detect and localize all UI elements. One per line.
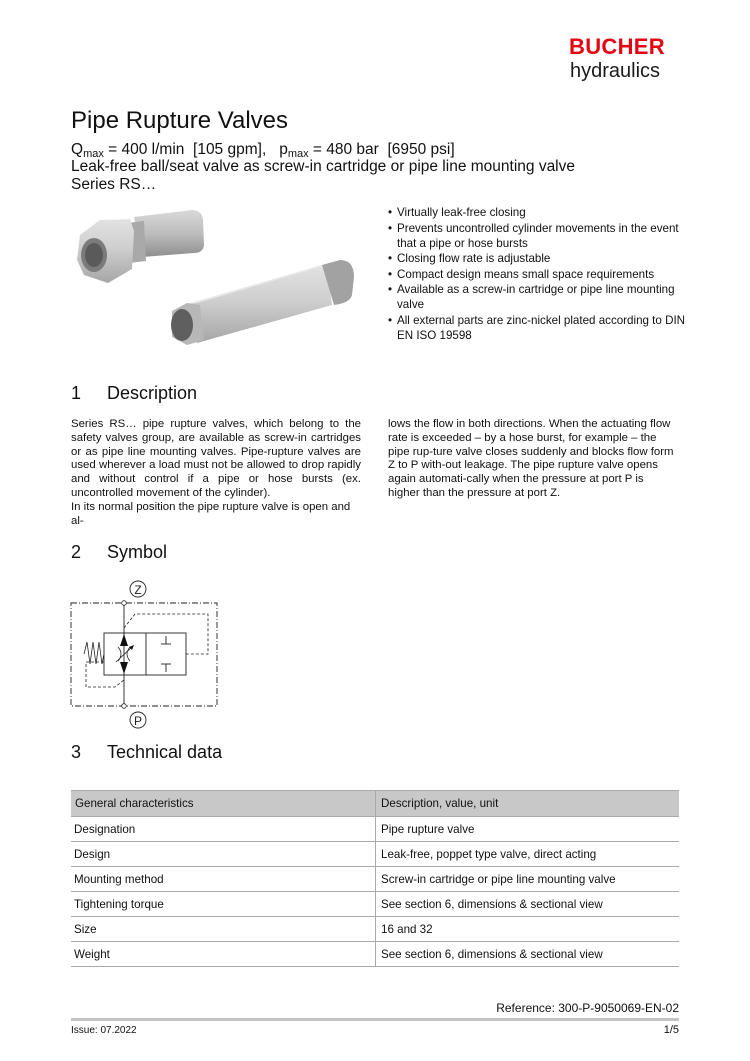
- q-sub: max: [83, 148, 104, 160]
- description-left-column: [71, 418, 361, 528]
- cell-characteristic: Mounting method: [71, 867, 376, 892]
- cartridge-valve-icon: [77, 210, 204, 283]
- cell-value: 16 and 32: [376, 917, 680, 942]
- hydraulic-symbol: [66, 578, 226, 733]
- page-number: 1/5: [663, 1024, 679, 1036]
- feature-item: • Prevents uncontrolled cylinder movements in the event that a pipe or hose bursts: [388, 221, 688, 251]
- section-number: 2: [71, 542, 82, 562]
- subtitle-series: Series RS…: [71, 176, 157, 193]
- page-title: Pipe Rupture Valves: [71, 107, 289, 134]
- technical-data-table: [71, 790, 679, 967]
- footer-divider: [71, 1018, 679, 1021]
- product-image: [72, 205, 362, 345]
- description-right-column: [388, 418, 678, 501]
- logo-brand: BUCHER: [569, 34, 665, 59]
- cell-value: Leak-free, poppet type valve, direct acting: [376, 842, 680, 867]
- table-row: [71, 892, 679, 917]
- q-value: = 400 l/min [105 gpm],: [103, 141, 280, 158]
- logo-subtitle: hydraulics: [570, 60, 661, 82]
- section-heading-technical-data: Technical data: [107, 742, 223, 762]
- subtitle-description: Leak-free ball/seat valve as screw-in cartridge or pipe line mounting valve: [71, 158, 575, 175]
- cell-value: See section 6, dimensions & sectional view: [376, 942, 680, 967]
- cell-characteristic: Weight: [71, 942, 376, 967]
- description-paragraph: lows the flow in both directions. When the actuating flow rate is exceeded – by a hose burst, for example – the pipe rup-ture valve closes suddenly and blocks flow form Z to P with-out leakage. The pipe rupture valve opens again automati-cally when the pressure at port P is higher than the pressure at port Z.: [388, 418, 674, 499]
- document-reference: Reference: 300-P-9050069-EN-02: [496, 1001, 679, 1015]
- feature-item: • All external parts are zinc-nickel plated according to DIN EN ISO 19598: [388, 313, 688, 343]
- port-z-label: Z: [134, 583, 142, 597]
- p-value: = 480 bar [6950 psi]: [308, 141, 455, 158]
- column-header: Description, value, unit: [376, 791, 680, 817]
- inline-valve-icon: [171, 260, 354, 345]
- cell-characteristic: Tightening torque: [71, 892, 376, 917]
- column-header: General characteristics: [71, 791, 376, 817]
- table-header-row: [71, 791, 679, 817]
- feature-item: • Compact design means small space requirements: [388, 267, 688, 282]
- section-number: 3: [71, 742, 82, 762]
- port-p-label: P: [133, 714, 143, 728]
- table-row: [71, 842, 679, 867]
- table-row: [71, 917, 679, 942]
- description-paragraph: In its normal position the pipe rupture valve is open and al-: [71, 500, 351, 527]
- cell-characteristic: Designation: [71, 817, 376, 842]
- cell-value: Pipe rupture valve: [376, 817, 680, 842]
- feature-item: • Available as a screw-in cartridge or pipe line mounting valve: [388, 282, 688, 312]
- issue-date: Issue: 07.2022: [71, 1025, 137, 1036]
- description-paragraph: Series RS… pipe rupture valves, which belong to the safety valves group, are available as screw-in cartridges or as pipe line mounting valves. Pipe-rupture valves are used wherever a load must not be allowed to drop rapidly and without control if a pipe or hose bursts (ex. uncontrolled movement of the cylinder).: [71, 418, 361, 499]
- feature-list: [388, 205, 688, 344]
- section-number: 1: [71, 383, 82, 403]
- cell-characteristic: Size: [71, 917, 376, 942]
- cell-characteristic: Design: [71, 842, 376, 867]
- section-heading-symbol: Symbol: [107, 542, 168, 562]
- cell-value: See section 6, dimensions & sectional view: [376, 892, 680, 917]
- p-symbol: p: [279, 141, 288, 158]
- cell-value: Screw-in cartridge or pipe line mounting valve: [376, 867, 680, 892]
- q-symbol: Q: [71, 141, 84, 158]
- section-heading-description: Description: [107, 383, 198, 403]
- table-row: [71, 817, 679, 842]
- p-sub: max: [287, 148, 309, 160]
- table-row: [71, 942, 679, 967]
- feature-item: • Virtually leak-free closing: [388, 205, 688, 220]
- feature-item: • Closing flow rate is adjustable: [388, 251, 688, 266]
- table-row: [71, 867, 679, 892]
